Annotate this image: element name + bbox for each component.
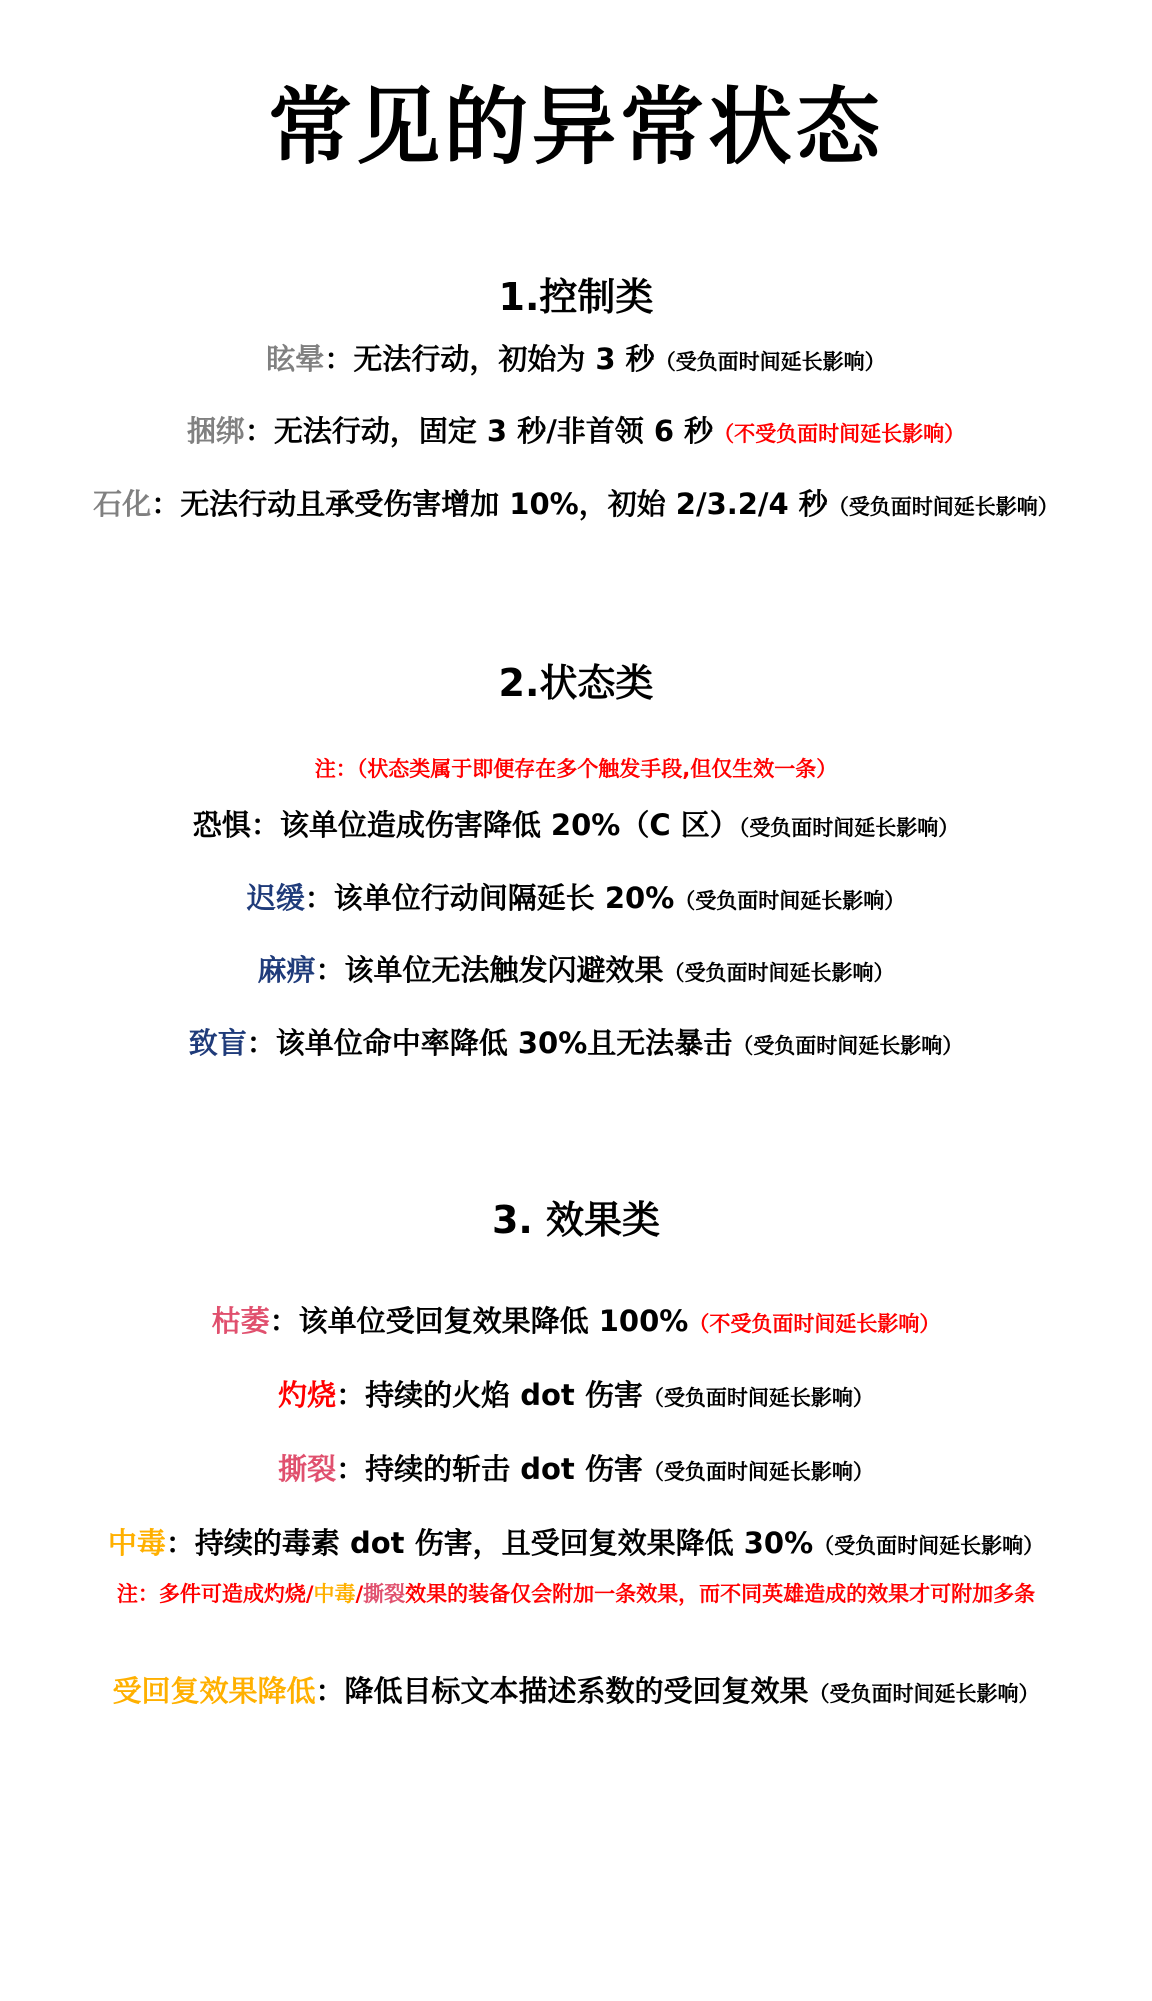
section-heading-status: 2.状态类 [498,661,654,705]
section-heading-control: 1.控制类 [498,275,654,319]
list-item [0,948,1152,997]
item-description: ：该单位无法触发闪避效果 [315,953,664,987]
list-item [0,1669,1152,1718]
list-item [0,1521,1152,1570]
term-paralysis: 麻痹 [257,953,316,987]
item-description: ：无法行动且承受伤害增加 10%，初始 2/3.2/4 秒 [151,487,828,521]
list-item [0,876,1152,925]
list-item [0,409,1152,458]
list-item [0,1373,1152,1422]
item-description: ：该单位受回复效果降低 100% [269,1304,689,1338]
term-petrify: 石化 [93,487,152,521]
item-note: （受负面时间延长影响） [827,495,1059,519]
item-note: （受负面时间延长影响） [663,961,895,985]
item-description: ：该单位命中率降低 30%且无法暴击 [246,1026,733,1060]
term-fear: 恐惧 [192,808,251,842]
item-description: ：持续的毒素 dot 伤害，且受回复效果降低 30% [165,1526,814,1560]
term-slow: 迟缓 [246,881,305,915]
footnote-prefix: 注：多件可造成灼烧/ [116,1582,314,1606]
item-description: ：持续的火焰 dot 伤害 [336,1378,643,1412]
list-item [0,1447,1152,1496]
term-wither: 枯萎 [211,1304,270,1338]
page-title: 常见的异常状态 [267,78,884,176]
item-note: （受负面时间延长影响） [808,1682,1040,1706]
term-tear: 撕裂 [278,1452,337,1486]
item-note: （受负面时间延长影响） [642,1386,874,1410]
footnote-slash: / [355,1582,364,1606]
term-poison: 中毒 [107,1526,166,1560]
footnote-poison: 中毒 [313,1582,356,1606]
list-item [0,1021,1152,1070]
section-note: 注：（状态类属于即便存在多个触发手段,但仅生效一条） [314,757,838,781]
item-note: （受负面时间延长影响） [732,1034,964,1058]
item-note: （受负面时间延长影响） [738,816,960,840]
term-burn: 灼烧 [278,1378,337,1412]
item-note: （受负面时间延长影响） [642,1460,874,1484]
section-footnote [0,1577,1152,1611]
item-description: ：持续的斩击 dot 伤害 [336,1452,643,1486]
term-blind: 致盲 [188,1026,247,1060]
item-description: ：无法行动，初始为 3 秒 [324,342,655,376]
item-note: （受负面时间延长影响） [813,1534,1045,1558]
footnote-tear: 撕裂 [363,1582,406,1606]
list-item [0,482,1152,531]
section-heading-effect: 3. 效果类 [491,1198,661,1242]
item-description: ：该单位行动间隔延长 20% [304,881,675,915]
item-description: ：该单位造成伤害降低 20%（C 区） [250,808,739,842]
list-item [0,803,1152,852]
term-heal-reduction: 受回复效果降低 [112,1674,316,1708]
item-note: （受负面时间延长影响） [674,889,906,913]
item-description: ：无法行动，固定 3 秒/非首领 6 秒 [244,414,714,448]
list-item [0,337,1152,386]
item-description: ：降低目标文本描述系数的受回复效果 [315,1674,809,1708]
term-stun: 眩晕 [266,342,325,376]
item-note: （受负面时间延长影响） [654,350,886,374]
item-note: （不受负面时间延长影响） [713,422,966,446]
term-bind: 捆绑 [186,414,245,448]
item-note: （不受负面时间延长影响） [688,1312,941,1336]
list-item [0,1299,1152,1348]
footnote-suffix: 效果的装备仅会附加一条效果，而不同英雄造成的效果才可附加多条 [405,1582,1036,1606]
